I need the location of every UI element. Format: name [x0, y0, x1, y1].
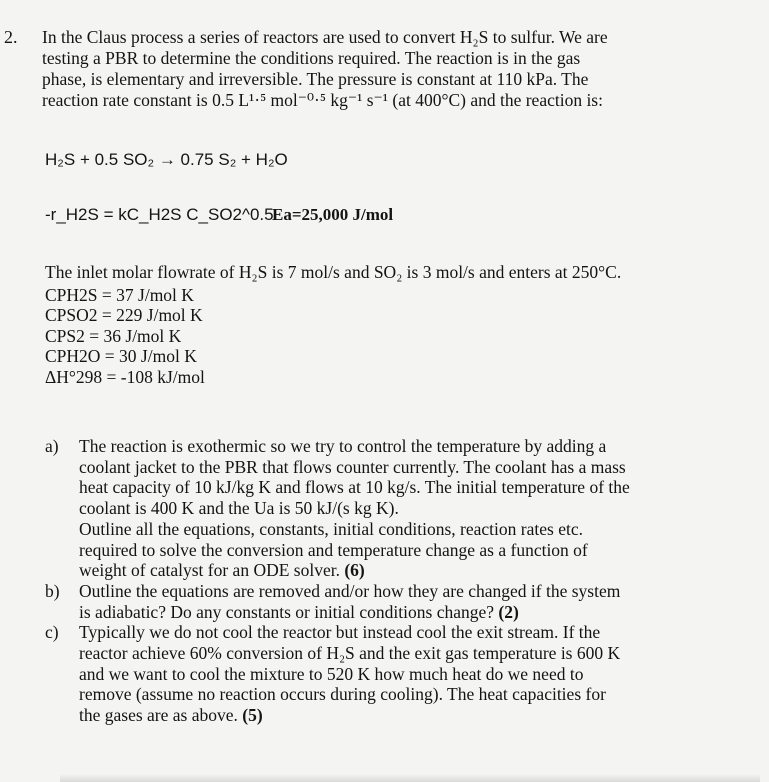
part-line: coolant is 400 K and the Ua is 50 kJ/(s kg K). — [79, 498, 399, 519]
part-line: reactor achieve 60% conversion of H₂S and the exit gas temperature is 600 K — [79, 643, 621, 664]
rate-law: -r_H2S = kC_H2S C_SO2^0.5 — [45, 205, 274, 224]
page-edge-shadow — [60, 774, 760, 782]
question-number: 2. — [4, 27, 18, 47]
part-line: and we want to cool the mixture to 520 K how much heat do we need to — [79, 663, 584, 684]
intro-line: reaction rate constant is 0.5 L¹·⁵ mol⁻⁰·⁵ kg⁻¹ s⁻¹ (at 400°C) and the reaction is: — [42, 90, 603, 110]
activation-energy: Ea=25,000 J/mol — [272, 205, 394, 224]
part-b — [45, 581, 760, 622]
part-marks: (2) — [498, 601, 519, 622]
heat-of-reaction: ΔH°298 = -108 kJ/mol — [45, 366, 205, 387]
intro-line: In the Claus process a series of reactors are used to convert H₂S to sulfur. We are — [42, 27, 608, 47]
given-data — [45, 262, 621, 387]
part-line: weight of catalyst for an ODE solver. — [79, 560, 340, 581]
part-line: remove (assume no reaction occurs during cooling). The heat capacities for — [79, 684, 606, 705]
part-marks: (5) — [242, 705, 263, 726]
question-intro — [42, 27, 757, 111]
heat-capacity-so2: CPSO2 = 229 J/mol K — [45, 305, 203, 325]
question-parts — [45, 436, 760, 726]
reaction-equation: H₂S + 0.5 SO₂ → 0.75 S₂ + H₂O — [45, 150, 288, 169]
part-line: required to solve the conversion and temperature change as a function of — [79, 539, 588, 560]
intro-line: phase, is elementary and irreversible. The pressure is constant at 110 kPa. The — [42, 69, 589, 89]
heat-capacity-h2s: CPH2S = 37 J/mol K — [45, 284, 194, 305]
part-line: Outline all the equations, constants, initial conditions, reaction rates etc. — [79, 518, 583, 539]
inlet-conditions: The inlet molar flowrate of H₂S is 7 mol/s and SO₂ is 3 mol/s and enters at 250°C. — [45, 262, 622, 282]
part-line-last — [79, 705, 760, 726]
part-label: c) — [45, 622, 59, 643]
part-line: heat capacity of 10 kJ/kg K and flows at 10 kg/s. The initial temperature of the — [79, 477, 630, 498]
heat-capacity-h2o: CPH2O = 30 J/mol K — [45, 346, 197, 366]
intro-line: testing a PBR to determine the conditions required. The reaction is in the gas — [42, 48, 581, 68]
part-line: coolant jacket to the PBR that flows counter currently. The coolant has a mass — [79, 456, 626, 477]
part-line: The reaction is exothermic so we try to control the temperature by adding a — [79, 436, 607, 456]
heat-capacity-s2: CPS2 = 36 J/mol K — [45, 325, 182, 346]
part-line-last — [79, 560, 760, 581]
part-c — [45, 622, 760, 726]
part-line: Typically we do not cool the reactor but instead cool the exit stream. If the — [79, 622, 601, 643]
part-line: the gases are as above. — [79, 705, 238, 726]
part-a — [45, 436, 760, 581]
part-label: b) — [45, 580, 60, 601]
part-marks: (6) — [344, 560, 365, 581]
part-line-last — [79, 602, 760, 623]
part-line: Outline the equations are removed and/or how they are changed if the system — [79, 580, 621, 601]
part-label: a) — [45, 436, 59, 456]
part-line: is adiabatic? Do any constants or initial conditions change? — [79, 601, 495, 622]
